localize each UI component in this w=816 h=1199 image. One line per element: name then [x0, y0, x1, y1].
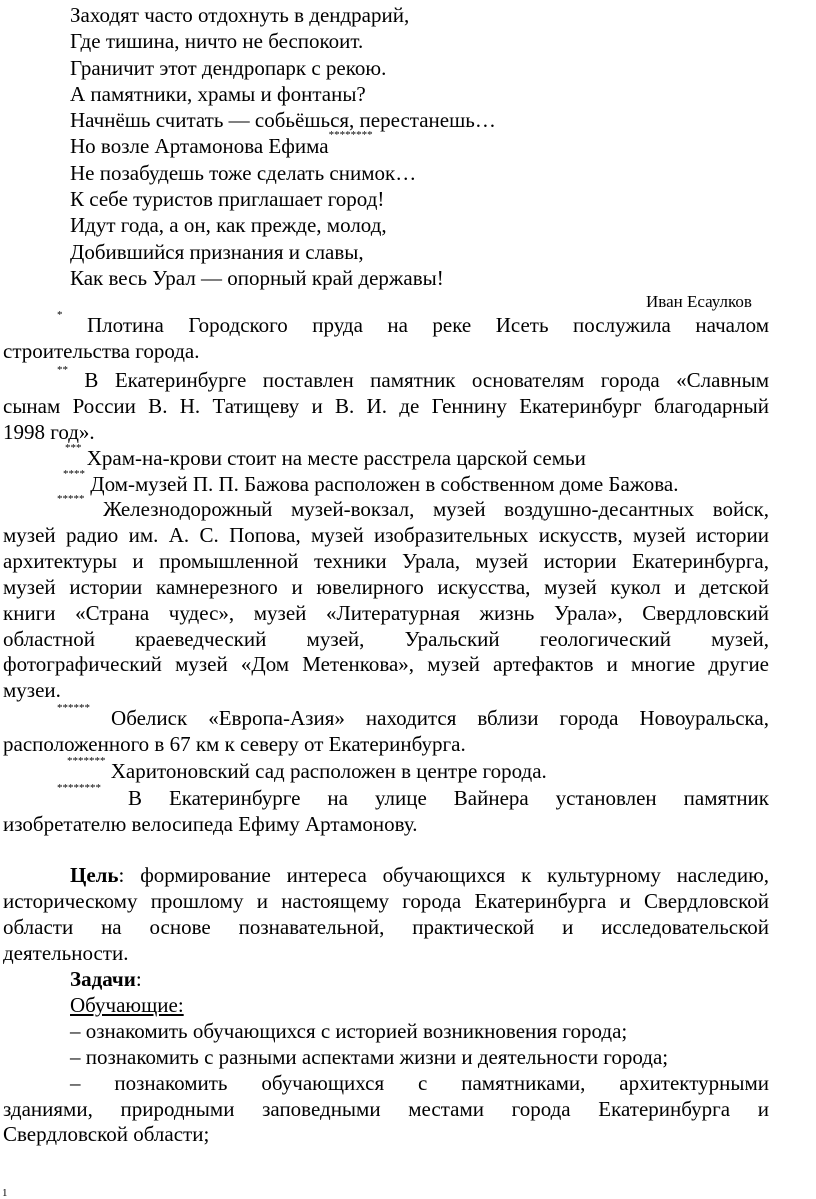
footnote-text: Обелиск «Европа-Азия» находится вблизи города Новоуральска, — [111, 706, 769, 730]
footnote-text: В Екатеринбурге поставлен памятник основателям города «Славным — [84, 368, 769, 392]
goal-text: деятельности. — [3, 940, 129, 965]
tasks-subheading: Обучающие: — [70, 992, 184, 1017]
task-item: – познакомить обучающихся с памятниками, архитектурными — [70, 1070, 770, 1095]
footnote-mark: **** — [63, 468, 85, 480]
poem-author: Иван Есаулков — [646, 292, 752, 311]
footnote-text: сынам России В. Н. Татищеву и В. И. де Геннину Екатеринбург благодарный — [3, 393, 769, 418]
footnote-text: 1998 год». — [3, 419, 95, 444]
footnote-text: В Екатеринбурге на улице Вайнера установлен памятник — [127, 786, 769, 810]
footnote-text: Храм-на-крови стоит на месте расстрела царской семьи — [86, 446, 586, 470]
goal-label: Цель — [70, 863, 119, 887]
task-item: – познакомить с разными аспектами жизни и деятельности города; — [70, 1044, 669, 1069]
poem-line-text: Но возле Артамонова Ефима — [70, 134, 329, 159]
footnote-mark: ***** — [57, 493, 85, 505]
task-item: – ознакомить обучающихся с историей возникновения города; — [70, 1018, 628, 1043]
poem-line: Где тишина, ничто не беспокоит. — [70, 29, 364, 54]
footnote-2 — [3, 364, 769, 446]
footnote-mark: ** — [57, 364, 68, 376]
page-number: 1 — [2, 1187, 8, 1199]
tasks-label: Задачи — [70, 967, 136, 991]
footnote-text: музей радио им. А. С. Попова, музей изобразительных искусств, музей истории — [3, 522, 769, 547]
poem-line: Как весь Урал — опорный край державы! — [70, 265, 444, 290]
poem-line: Начнёшь считать — собьёшься, перестанешь… — [70, 108, 496, 133]
poem-line: Граничит этот дендропарк с рекою. — [70, 55, 387, 80]
goal-text: историческому прошлому и настоящему города Екатеринбурга и Свердловской — [3, 888, 769, 913]
footnote-mark: ******** — [57, 782, 101, 794]
task-item-text: Свердловской области; — [3, 1122, 210, 1147]
footnote-text: Плотина Городского пруда на реке Исеть послужила началом — [87, 313, 770, 337]
footnote-text: архитектуры и промышленной техники Урала, музей истории Екатеринбурга, — [3, 548, 769, 573]
footnote-3 — [3, 442, 769, 472]
footnote-5 — [3, 493, 769, 704]
footnote-1 — [3, 309, 770, 365]
footnote-text: книги «Страна чудес», музей «Литературная жизнь Урала», Свердловский — [3, 600, 769, 625]
footnote-mark: * — [57, 309, 63, 321]
footnote-text: фотографический музей «Дом Метенкова», музей артефактов и многие другие — [3, 652, 769, 677]
tasks-section: Задачи: Обучающие: – ознакомить обучающихся с историей возникновения города; – познакомить с разными аспектами жизни и деятельности города; – познакомить обучающихся с памятниками, архитектурными зданиями, природными заповедными местами города Екатеринбурга и Свердловской области; — [3, 967, 770, 1147]
poem — [70, 2, 496, 291]
footnote-6 — [3, 702, 769, 758]
footnote-mark: *** — [65, 442, 82, 454]
poem-line: Идут года, а он, как прежде, молод, — [70, 213, 387, 238]
goal-text: формирование интереса обучающихся к культурному наследию, — [140, 863, 770, 887]
poem-line: А памятники, храмы и фонтаны? — [70, 81, 366, 106]
poem-line: Заходят часто отдохнуть в дендрарий, — [70, 3, 410, 27]
footnote-text: строительства города. — [3, 338, 200, 363]
footnote-mark: ****** — [57, 702, 90, 714]
goal-text: области на основе познавательной, практической и исследовательской — [3, 914, 769, 939]
footnote-text: музей истории камнерезного и ювелирного искусства, музей кукол и детской — [3, 574, 769, 599]
poem-line: К себе туристов приглашает город! — [70, 187, 385, 212]
footnote-text: областной краеведческий музей, Уральский геологический музей, — [3, 626, 769, 651]
footnote-4 — [3, 468, 769, 498]
footnote-text: Харитоновский сад расположен в центре города. — [110, 759, 547, 783]
footnote-mark: ******* — [67, 755, 106, 767]
footnote-text: Дом-музей П. П. Бажова расположен в собственном доме Бажова. — [90, 472, 679, 496]
footnote-ref-8[interactable]: ******** — [328, 129, 373, 142]
goal-paragraph: Цель: формирование интереса обучающихся к культурному наследию, историческому прошлому и настоящему города Екатеринбурга и Свердловской области на основе познавательной, практической и исследовательской деятельности. — [3, 863, 770, 965]
footnote-8 — [3, 782, 769, 838]
footnote-text: изобретателю велосипеда Ефиму Артамонову. — [3, 811, 418, 836]
poem-line: Не позабудешь тоже сделать снимок… — [70, 160, 417, 185]
footnote-7 — [3, 755, 769, 785]
footnote-text: Железнодорожный музей-вокзал, музей воздушно-десантных войск, — [103, 497, 769, 521]
footnote-text: расположенного в 67 км к северу от Екатеринбурга. — [3, 731, 466, 756]
task-item-text: зданиями, природными заповедными местами города Екатеринбурга и — [3, 1096, 769, 1121]
footnote-text: музеи. — [3, 678, 61, 703]
poem-line-6 — [70, 129, 496, 159]
poem-line: Добившийся признания и славы, — [70, 239, 364, 264]
